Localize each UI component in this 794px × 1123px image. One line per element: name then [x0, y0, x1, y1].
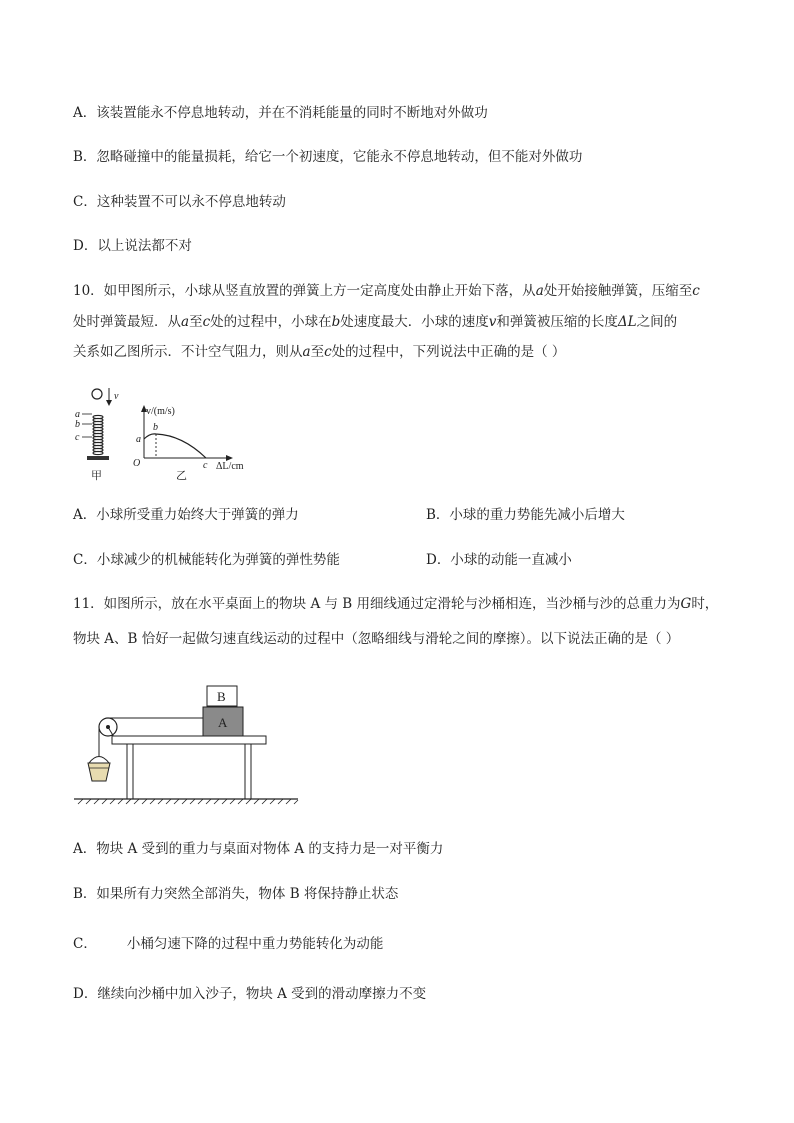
- var-g: G: [680, 596, 692, 612]
- spring-label-c: c: [75, 432, 80, 443]
- q11-figure: [70, 680, 310, 805]
- sand-bucket: [88, 763, 110, 781]
- q11-option-d: D．继续向沙桶中加入沙子，物块 A 受到的滑动摩擦力不变: [73, 986, 427, 1002]
- q9-option-d: D．以上说法都不对: [73, 238, 192, 254]
- var-a: a: [535, 283, 544, 299]
- q11-stem-line1: 11．如图所示，放在水平桌面上的物块 A 与 B 用细线通过定滑轮与沙桶相连，当沙桶与沙的总重力为G时，: [73, 596, 719, 612]
- svg-text:B: B: [217, 689, 226, 704]
- q9-option-c: C．这种装置不可以永不停息地转动: [73, 194, 286, 210]
- figure-label-jia: 甲: [91, 470, 102, 482]
- ball: [92, 389, 102, 399]
- q10-option-a: A．小球所受重力始终大于弹簧的弹力: [73, 507, 299, 523]
- q9-option-a: A．该装置能永不停息地转动，并在不消耗能量的同时不断地对外做功: [73, 105, 488, 121]
- spring-label-a: a: [75, 409, 80, 420]
- spring-label-b: b: [75, 419, 80, 430]
- x-axis-label: ΔL/cm: [216, 461, 244, 472]
- q10-stem-line3: 关系如乙图所示．不计空气阻力，则从a至c处的过程中，下列说法中正确的是（ ）: [73, 344, 566, 360]
- spring: [93, 415, 103, 454]
- origin-label: O: [133, 458, 141, 469]
- figure-label-yi: 乙: [176, 470, 187, 482]
- bucket-handle: [89, 757, 109, 764]
- q10-option-c: C．小球减少的机械能转化为弹簧的弹性势能: [73, 552, 340, 568]
- var-c: c: [692, 283, 700, 299]
- curve-point-b: b: [153, 422, 158, 433]
- ground-hatching: [78, 799, 298, 804]
- q9-option-b: B．忽略碰撞中的能量损耗，给它一个初速度，它能永不停息地转动，但不能对外做功: [73, 149, 583, 165]
- curve-point-a: a: [136, 434, 141, 445]
- table-top: [112, 736, 266, 744]
- q11-option-b: B．如果所有力突然全部消失，物体 B 将保持静止状态: [73, 886, 399, 902]
- table-leg-right: [245, 744, 251, 799]
- curve-point-c: c: [203, 460, 208, 471]
- q11-option-c: C． 小桶匀速下降的过程中重力势能转化为动能: [73, 936, 384, 952]
- svg-text:v: v: [114, 391, 119, 402]
- spring-base: [87, 456, 109, 460]
- q10-option-b: B．小球的重力势能先减小后增大: [426, 507, 625, 523]
- svg-text:A: A: [218, 715, 228, 730]
- q10-stem-line1: 10．如甲图所示，小球从竖直放置的弹簧上方一定高度处由静止开始下落，从a处开始接触弹簧，压缩至c: [73, 283, 700, 299]
- q11-option-a: A．物块 A 受到的重力与桌面对物体 A 的支持力是一对平衡力: [73, 841, 444, 857]
- table-leg-left: [127, 744, 133, 799]
- q10-option-d: D．小球的动能一直减小: [426, 552, 572, 568]
- var-delta-l: ΔL: [617, 314, 637, 330]
- q10-stem-line2: 处时弹簧最短．从a至c处的过程中，小球在b处速度最大．小球的速度v和弹簧被压缩的长度ΔL之间的: [73, 314, 678, 330]
- q11-stem-line2: 物块 A、B 恰好一起做匀速直线运动的过程中（忽略细线与滑轮之间的摩擦）。以下说法正确的是（ ）: [73, 631, 680, 647]
- q10-figure: [70, 380, 270, 490]
- var-v: v: [488, 314, 497, 330]
- velocity-curve: [144, 434, 206, 458]
- y-axis-label: v/(m/s): [146, 406, 175, 417]
